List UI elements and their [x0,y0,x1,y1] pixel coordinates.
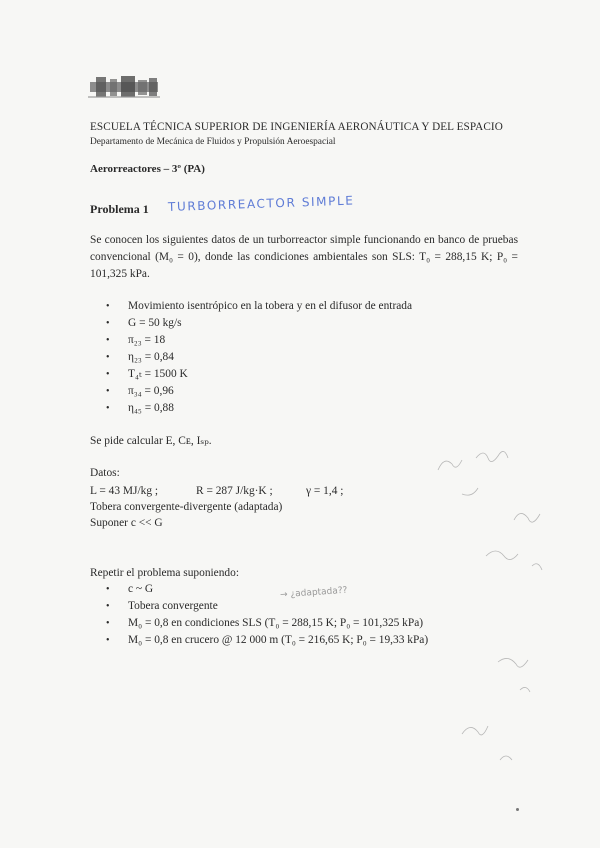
scribble-mark [498,658,528,667]
handwritten-problem-note: TURBORREACTOR SIMPLE [167,193,355,214]
scribble-mark [520,687,530,692]
school-name: ESCUELA TÉCNICA SUPERIOR DE INGENIERÍA AERONÁUTICA Y DEL ESPACIO [90,121,503,133]
heating-value: L = 43 MJ/kg ; [90,485,159,497]
repeat-heading: Repetir el problema suponiendo: [90,567,239,579]
repeat-conditions-list [100,581,428,649]
scribble-mark [532,564,542,570]
list-item: • Movimiento isentrópico en la tobera y en el difusor de entrada [100,298,412,315]
pencil-side-note: → ¿adaptada?? [279,585,348,601]
nozzle-condition: Tobera convergente-divergente (adaptada) [90,501,283,513]
given-data-list [100,298,412,417]
university-logo-icon [88,74,162,100]
scribble-mark [476,451,508,461]
assumption: Suponer c << G [90,517,163,529]
heat-ratio: γ = 1,4 ; [306,485,344,497]
scribble-mark [500,756,512,760]
list-item: • G = 50 kg/s [100,315,412,332]
list-item: • T₄ₜ = 1500 K [100,366,412,383]
list-item: • η₄₅ = 0,88 [100,400,412,417]
constants-row [90,485,540,501]
list-item: • c ~ G [100,581,428,598]
problem-statement: Se conocen los siguientes datos de un turborreactor simple funcionando en banco de pruebas convencional (M₀ = 0), donde las condiciones ambientales son SLS: T₀ = 288,15 K; P₀ = 101,325 kPa. [90,234,518,280]
list-item: • π₃₄ = 0,96 [100,383,412,400]
gas-constant: R = 287 J/kg·K ; [196,485,273,497]
scribble-mark [438,460,462,470]
scribble-mark [486,551,518,560]
list-item: • M₀ = 0,8 en crucero @ 12 000 m (T₀ = 216,65 K; P₀ = 19,33 kPa) [100,632,428,649]
department-name: Departamento de Mecánica de Fluidos y Propulsión Aeroespacial [90,137,336,147]
page-dot [516,808,519,811]
scribble-mark [514,513,540,522]
data-heading: Datos: [90,467,120,479]
question-text: Se pide calcular E, Cᴇ, Iₛₚ. [90,435,212,447]
list-item: • M₀ = 0,8 en condiciones SLS (T₀ = 288,15 K; P₀ = 101,325 kPa) [100,615,428,632]
list-item: • Tobera convergente [100,598,428,615]
course-title: Aerorreactores – 3º (PA) [90,163,205,175]
problem-title: Problema 1 [90,202,149,216]
list-item: • η₂₃ = 0,84 [100,349,412,366]
list-item: • π₂₃ = 18 [100,332,412,349]
scribble-mark [462,726,488,735]
